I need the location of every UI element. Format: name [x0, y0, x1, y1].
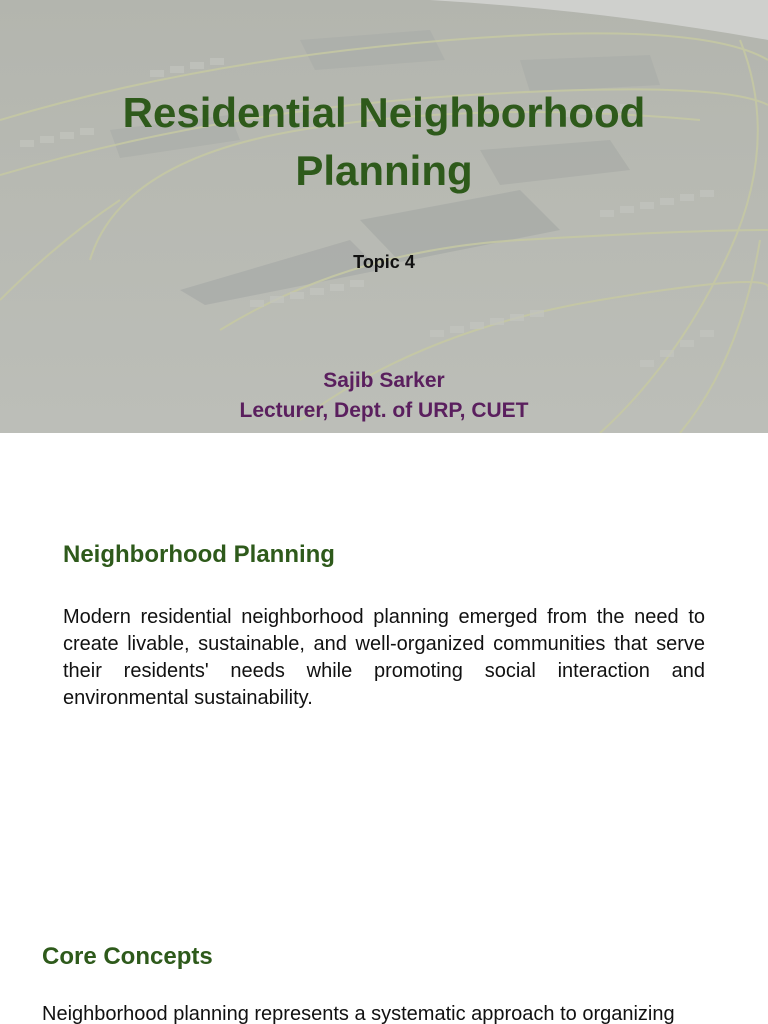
section-body-neighborhood-planning: Modern residential neighborhood planning emerged from the need to create livable, sustainable, and well-organized communities that serve their residents' needs while promoting social interaction and environmental sustainability. [63, 606, 705, 709]
author-block [0, 366, 768, 426]
title-slide [0, 0, 768, 433]
topic-label: Topic 4 [353, 252, 415, 272]
section-body-core-concepts: Neighborhood planning represents a systematic approach to organizing [42, 1003, 675, 1024]
section-heading-core-concepts: Core Concepts [42, 943, 213, 970]
section-heading-neighborhood-planning: Neighborhood Planning [63, 541, 335, 568]
author-name: Sajib Sarker [323, 369, 445, 392]
presentation-title [0, 84, 768, 200]
title-line-1: Residential Neighborhood [122, 89, 646, 136]
author-position: Lecturer, Dept. of URP, CUET [239, 399, 529, 422]
title-line-2: Planning [295, 147, 473, 194]
